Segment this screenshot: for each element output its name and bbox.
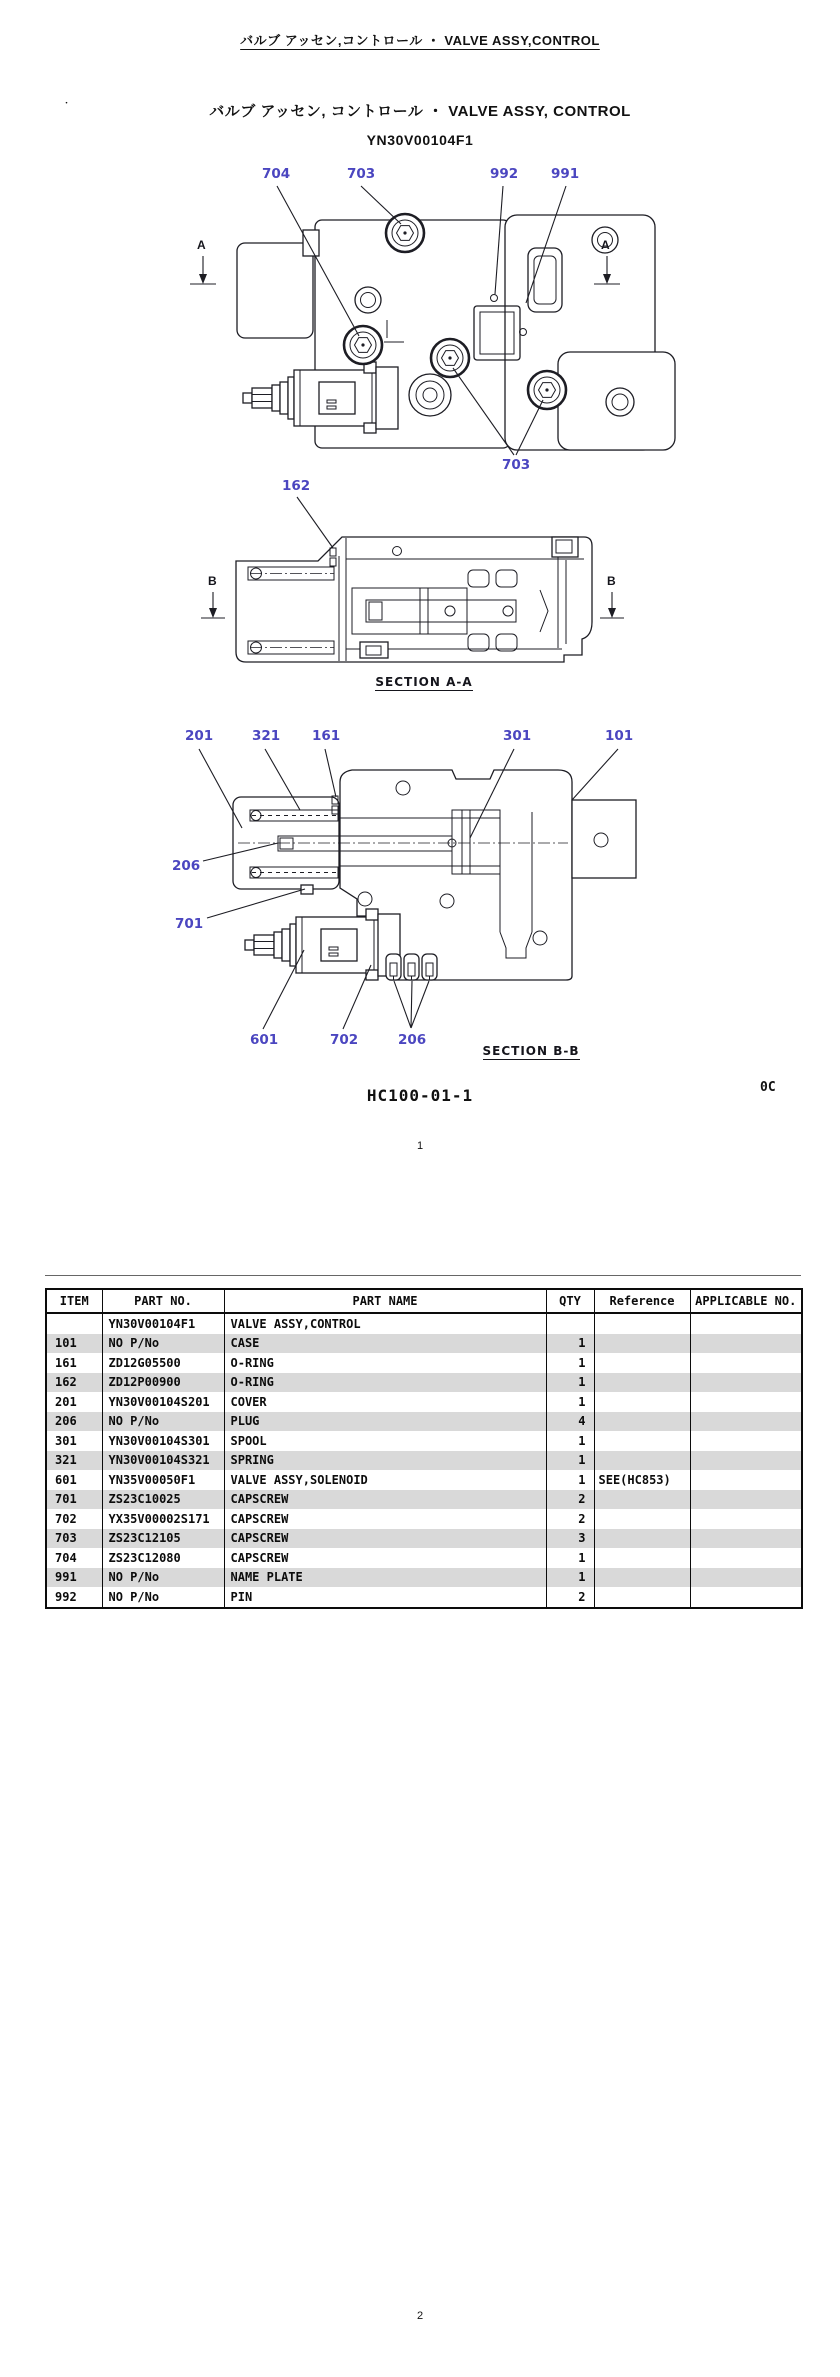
table-cell: 1 [546,1373,594,1393]
table-cell: 991 [46,1568,102,1588]
table-row [46,1334,802,1354]
capscrew-703 [528,371,566,409]
table-cell: 2 [546,1587,594,1608]
table-cell: NO P/No [102,1568,224,1588]
table-cell [690,1392,802,1412]
table-cell: ZS23C12080 [102,1548,224,1568]
plug-206 [404,954,419,980]
solenoid-valve-section [245,909,400,980]
view-marker-b: B [208,574,217,588]
view-marker-b: B [607,574,616,588]
table-cell [594,1313,690,1334]
table-cell: 1 [546,1353,594,1373]
table-row [46,1373,802,1393]
table-cell: 162 [46,1373,102,1393]
table-cell [594,1587,690,1608]
table-cell: 301 [46,1431,102,1451]
table-cell [690,1470,802,1490]
table-cell [690,1490,802,1510]
capscrew-703 [386,214,424,252]
view-marker-a: A [601,238,610,252]
table-cell: YN30V00104F1 [102,1313,224,1334]
table-cell: 3 [546,1529,594,1549]
table-cell [690,1373,802,1393]
table-cell [690,1529,802,1549]
section-arrow-b-left [201,592,225,618]
plug-206 [422,954,437,980]
table-cell [690,1568,802,1588]
table-cell [46,1313,102,1334]
callout-991: 991 [551,166,580,182]
callout-992: 992 [490,166,519,182]
table-cell: 992 [46,1587,102,1608]
sheet-number: 1 [416,1140,424,1152]
table-cell: VALVE ASSY,CONTROL [224,1313,546,1334]
table-cell [594,1490,690,1510]
section-arrow-b-right [600,592,624,618]
assembly-part-number: YN30V00104F1 [366,132,474,148]
table-cell: CAPSCREW [224,1509,546,1529]
table-cell: ZD12G05500 [102,1353,224,1373]
table-cell: SPOOL [224,1431,546,1451]
table-cell [690,1451,802,1471]
table-row [46,1451,802,1471]
table-cell: PIN [224,1587,546,1608]
callout-704: 704 [262,166,291,182]
section-arrow-a-left [190,256,216,284]
table-cell [690,1353,802,1373]
table-cell: 1 [546,1568,594,1588]
section-bb-drawing [150,715,690,1075]
column-header: ITEM [46,1289,102,1313]
cover-tab [303,230,319,256]
table-cell [690,1587,802,1608]
column-header: QTY [546,1289,594,1313]
table-cell: 1 [546,1334,594,1354]
table-row [46,1529,802,1549]
table-cell: CAPSCREW [224,1529,546,1549]
table-cell: YN30V00104S301 [102,1431,224,1451]
table-cell [594,1334,690,1354]
table-cell: 4 [546,1412,594,1432]
callout-702: 702 [330,1032,359,1048]
table-cell: COVER [224,1392,546,1412]
table-row [46,1470,802,1490]
table-row [46,1490,802,1510]
table-cell: VALVE ASSY,SOLENOID [224,1470,546,1490]
table-cell: YN30V00104S201 [102,1392,224,1412]
table-cell: 704 [46,1548,102,1568]
table-cell [690,1334,802,1354]
table-cell: NO P/No [102,1334,224,1354]
table-cell: 201 [46,1392,102,1412]
section-aa-drawing [185,470,645,705]
table-cell: 1 [546,1431,594,1451]
table-cell: O-RING [224,1353,546,1373]
table-cell: 702 [46,1509,102,1529]
callout-206-left: 206 [172,858,201,874]
solenoid-valve [243,362,398,433]
table-cell: 206 [46,1412,102,1432]
table-row [46,1568,802,1588]
case-right-block [572,800,636,878]
table-row [46,1412,802,1432]
table-cell: SPRING [224,1451,546,1471]
valve-body-bulge [558,352,675,450]
table-cell [594,1568,690,1588]
callout-206-bottom: 206 [398,1032,427,1048]
section-aa-label: SECTION A-A [375,675,473,689]
table-cell: NAME PLATE [224,1568,546,1588]
top-view-drawing [150,160,690,495]
table-cell: 321 [46,1451,102,1471]
view-marker-a: A [197,238,206,252]
table-cell: 161 [46,1353,102,1373]
table-cell: YN35V00050F1 [102,1470,224,1490]
callout-162: 162 [282,478,311,494]
table-cell: 1 [546,1470,594,1490]
table-header-row [46,1289,802,1313]
callout-703-bottom: 703 [502,457,531,473]
table-cell [594,1392,690,1412]
table-cell [690,1509,802,1529]
assembly-title: バルブ アッセン, コントロール ・ VALVE ASSY, CONTROL [209,103,631,120]
table-row [46,1587,802,1608]
plug-206 [386,954,401,980]
table-cell [594,1529,690,1549]
capscrew-703 [431,339,469,377]
drawing-code: HC100-01-1 [366,1086,474,1105]
callout-701: 701 [175,916,204,932]
callout-703-top: 703 [347,166,376,182]
column-header: PART NAME [224,1289,546,1313]
table-cell [594,1548,690,1568]
table-row [46,1431,802,1451]
table-cell [594,1451,690,1471]
table-cell [594,1373,690,1393]
table-cell: 101 [46,1334,102,1354]
table-cell: 2 [546,1490,594,1510]
table-cell [690,1412,802,1432]
callout-201: 201 [185,728,214,744]
callout-101: 101 [605,728,634,744]
table-cell: 703 [46,1529,102,1549]
table-cell: ZD12P00900 [102,1373,224,1393]
edge-text: 0C [760,1080,776,1095]
table-cell: CAPSCREW [224,1548,546,1568]
table-row [46,1313,802,1334]
page-number: 2 [416,2310,424,2322]
table-cell [546,1313,594,1334]
section-bb-label: SECTION B-B [482,1044,580,1058]
column-header: Reference [594,1289,690,1313]
table-cell: SEE(HC853) [594,1470,690,1490]
column-header: PART NO. [102,1289,224,1313]
cover-front [237,243,313,338]
table-cell: YN30V00104S321 [102,1451,224,1471]
callout-301: 301 [503,728,532,744]
column-header: APPLICABLE NO. [690,1289,802,1313]
table-cell: YX35V00002S171 [102,1509,224,1529]
table-cell: 1 [546,1451,594,1471]
table-cell: O-RING [224,1373,546,1393]
table-cell [594,1431,690,1451]
table-row [46,1392,802,1412]
table-cell: 701 [46,1490,102,1510]
table-cell: 2 [546,1509,594,1529]
table-cell [690,1548,802,1568]
table-cell: NO P/No [102,1587,224,1608]
callout-161: 161 [312,728,341,744]
table-cell: 1 [546,1392,594,1412]
table-cell: ZS23C10025 [102,1490,224,1510]
table-cell [690,1313,802,1334]
table-cell: 1 [546,1548,594,1568]
table-top-rule [45,1275,801,1276]
table-cell: PLUG [224,1412,546,1432]
table-row [46,1353,802,1373]
table-cell: CASE [224,1334,546,1354]
table-cell: ZS23C12105 [102,1529,224,1549]
callout-601: 601 [250,1032,279,1048]
table-cell: CAPSCREW [224,1490,546,1510]
table-cell [594,1353,690,1373]
table-row [46,1509,802,1529]
stray-mark: ・ [62,98,72,108]
table-cell [690,1431,802,1451]
table-cell [594,1412,690,1432]
callout-321: 321 [252,728,281,744]
table-row [46,1548,802,1568]
table-cell [594,1509,690,1529]
capscrew-704 [344,326,382,364]
table-cell: 601 [46,1470,102,1490]
parts-table [45,1288,803,1609]
page-header-title: バルブ アッセン,コントロール ・ VALVE ASSY,CONTROL [240,33,600,48]
table-cell: NO P/No [102,1412,224,1432]
